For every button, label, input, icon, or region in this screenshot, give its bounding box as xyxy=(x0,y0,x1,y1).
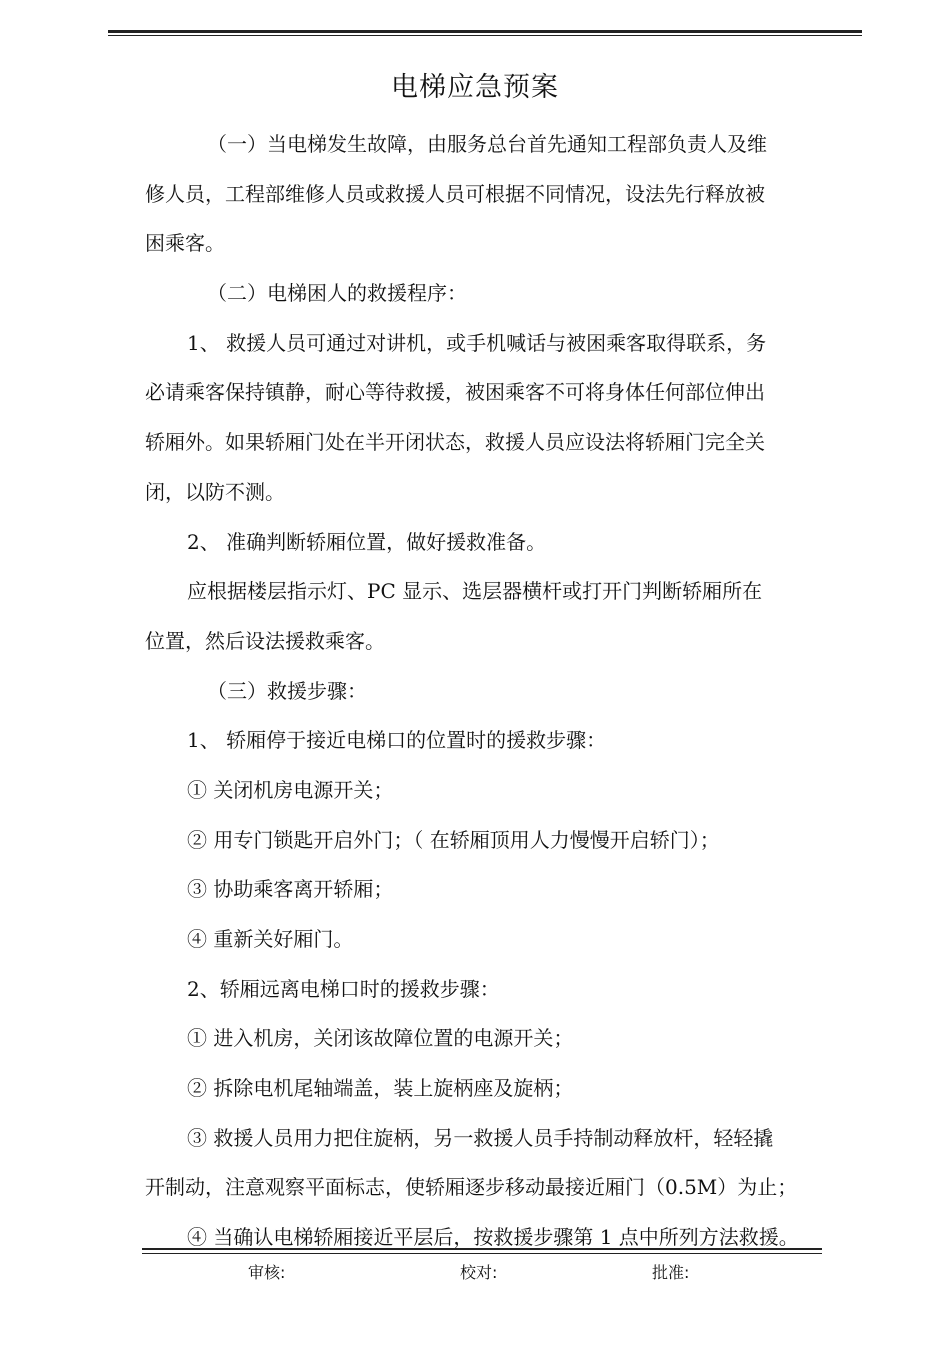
paragraph-line: 2、 准确判断轿厢位置，做好援救准备。 xyxy=(187,529,547,554)
list-item: ① 进入机房，关闭该故障位置的电源开关； xyxy=(187,1026,574,1051)
proofread-label: 校对: xyxy=(460,1263,498,1282)
review-label: 审核: xyxy=(248,1263,286,1282)
list-item: ② 用专门锁匙开启外门；（ 在轿厢顶用人力慢慢开启轿门）； xyxy=(187,827,720,852)
header-rule xyxy=(108,30,862,33)
section-heading: （二）电梯困人的救援程序： xyxy=(207,281,467,306)
paragraph-line: 1、 救援人员可通过对讲机，或手机喊话与被困乘客取得联系，务 xyxy=(187,330,767,355)
document-body xyxy=(145,120,825,1263)
approve-label: 批准: xyxy=(652,1263,690,1282)
paragraph-line: 应根据楼层指示灯、PC 显示、选层器横杆或打开门判断轿厢所在 xyxy=(187,579,763,604)
paragraph-line: （一）当电梯发生故障，由服务总台首先通知工程部负责人及维 xyxy=(207,132,767,156)
list-item: ③ 救援人员用力把住旋柄，另一救援人员手持制动释放杆，轻轻撬 xyxy=(187,1125,774,1150)
paragraph-line: 必请乘客保持镇静，耐心等待救援，被困乘客不可将身体任何部位伸出 xyxy=(145,380,765,405)
document-title: 电梯应急预案 xyxy=(391,72,559,103)
list-item: ② 拆除电机尾轴端盖，装上旋柄座及旋柄； xyxy=(187,1076,574,1101)
list-item: ① 关闭机房电源开关； xyxy=(187,777,394,802)
paragraph-line: 开制动，注意观察平面标志，使轿厢逐步移动最接近厢门（0.5M）为止； xyxy=(145,1175,798,1200)
paragraph-line: 位置，然后设法援救乘客。 xyxy=(145,628,385,653)
footer-rule xyxy=(142,1248,822,1250)
list-item: 2、轿厢远离电梯口时的援救步骤： xyxy=(187,976,500,1001)
paragraph-line: 闭，以防不测。 xyxy=(145,479,285,504)
paragraph-line: 困乘客。 xyxy=(145,231,225,256)
paragraph-line: 轿厢外。如果轿厢门处在半开闭状态，救援人员应设法将轿厢门完全关 xyxy=(145,430,765,455)
paragraph-line: 修人员，工程部维修人员或救援人员可根据不同情况，设法先行释放被 xyxy=(145,181,765,206)
list-item: ④ 重新关好厢门。 xyxy=(187,927,354,951)
list-item: 1、 轿厢停于接近电梯口的位置时的援救步骤： xyxy=(187,728,607,753)
list-item: ③ 协助乘客离开轿厢； xyxy=(187,877,394,902)
section-heading: （三）救援步骤： xyxy=(207,678,367,703)
list-item: ④ 当确认电梯轿厢接近平层后，按救援步骤第 1 点中所列方法救援。 xyxy=(187,1225,799,1250)
